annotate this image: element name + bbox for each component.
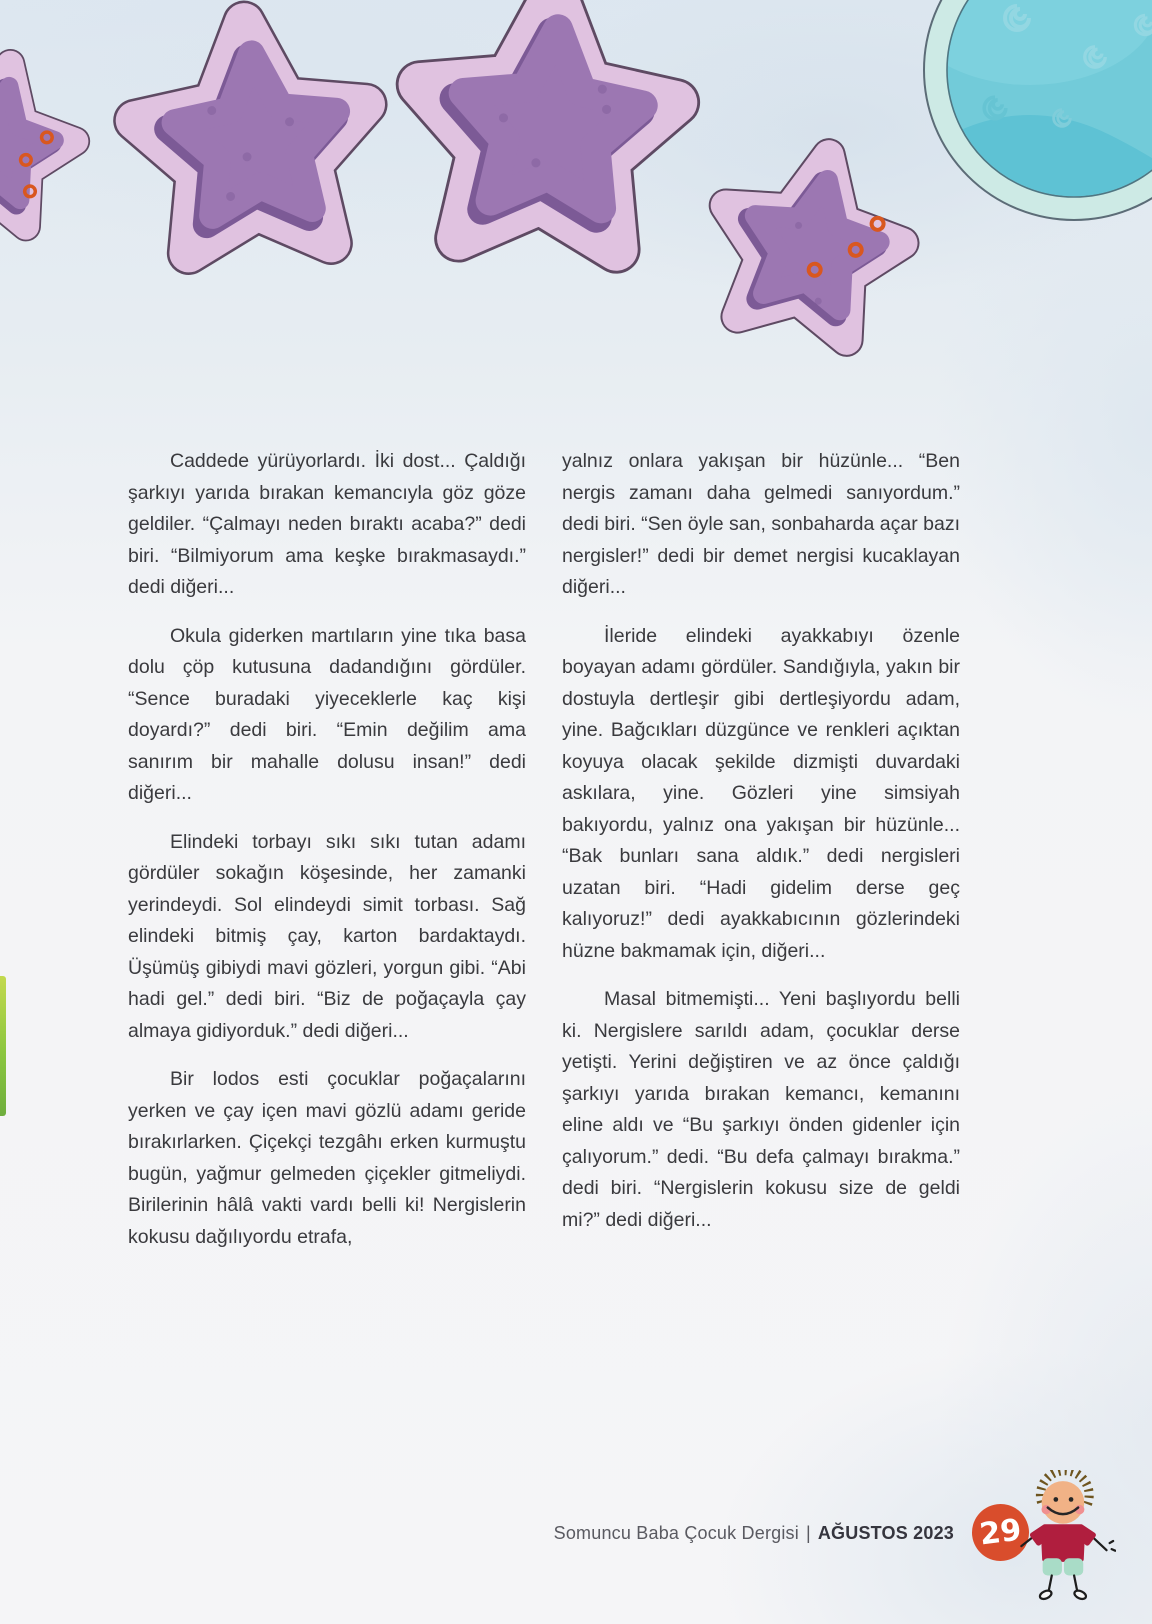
- story-paragraph: Elindeki torbayı sıkı sıkı tutan adamı gördüler sokağın köşesinde, her zamanki yerindeydi. Sol elindeydi simit torbası. Sağ elindeki bitmiş çay, karton bardaktaydı. Üşümüş gibiydi mavi gözleri, yorgun gibi. “Abi hadi gel.” dedi biri. “Biz de poğaçayla çay almaya gidiyorduk.” dedi diğeri...: [128, 830, 526, 1042]
- starfish-icon: [0, 47, 88, 232]
- sea-bubble-icon: [900, 0, 1152, 228]
- story-paragraph: Masal bitmemişti... Yeni başlıyordu belli ki. Nergislere sarıldı adam, çocuklar derse yetişti. Yerini değiştiren ve az önce çaldığı şarkıyı yarıda bırakan kemancı, kemanını eline aldı ve “Bu şarkıyı önden gidenler için çalıyorum.” dedi. “Bu defa çalmayı bırakma.” dedi biri. “Nergislerin kokusu size de geldi mi?” dedi diğeri...: [562, 988, 960, 1231]
- story-paragraph: Okula giderken martıların yine tıka basa dolu çöp kutusuna dadandığını gördüler. “Sence buradaki yiyeceklerle kaç kişi doyardı?” dedi biri. “Emin değilim ama sanırım bir mahalle dolusu insan!” dedi diğeri...: [128, 624, 526, 804]
- shirt: [1033, 1527, 1094, 1559]
- left-edge-strip: [0, 976, 6, 1116]
- footer-separator: |: [805, 1523, 811, 1543]
- face-icon: [1042, 1481, 1085, 1524]
- story-paragraph: Bir lodos esti çocuklar poğaçalarını yerken ve çay içen mavi gözlü adamı geride bırakırlarken. Çiçekçi tezgâhı erken kurmuştu bugün, yağmur gelmeden çiçekler gitmeliydi. Birilerinin hâlâ vakti vardı belli ki! Nergislerin kokusu dağılıyordu etrafa,: [128, 1068, 526, 1248]
- starfish-icon: [409, 0, 683, 253]
- legs: [1039, 1576, 1088, 1601]
- story-paragraph: yalnız onlara yakışan bir hüzünle... “Ben nergis zamanı daha gelmedi sanıyordum.” dedi biri. “Sen öyle san, sonbaharda açar bazı nergisler!” dedi bir demet nergisi kucaklayan diğeri...: [562, 450, 960, 598]
- story-column-left: [128, 446, 526, 1270]
- story-paragraph: Caddede yürüyorlardı. İki dost... Çaldığı şarkıyı yarıda bırakan kemancıyla göz göze geldiler. “Çalmayı neden bıraktı acaba?” dedi biri. “Bilmiyorum ama keşke bırakmasaydı.” dedi diğeri...: [128, 450, 526, 598]
- story-column-right: [562, 446, 960, 1270]
- boy-illustration: [1018, 1470, 1116, 1608]
- story-text: [128, 446, 960, 1270]
- page-number: 29: [977, 1512, 1024, 1553]
- magazine-name: Somuncu Baba Çocuk Dergisi: [553, 1523, 799, 1543]
- starfish-icon: [704, 136, 918, 347]
- top-decoration: [0, 0, 1152, 400]
- issue-date: AĞUSTOS 2023: [817, 1523, 954, 1543]
- story-paragraph: İleride elindeki ayakkabıyı özenle boyayan adamı gördüler. Sandığıyla, yakın bir dostuyla dertleşir gibi dertleşiyordu adam, yine. Bağcıkları düzgünce ve renkleri açıktan koyuya olacak şekilde dizmişti duvardaki askılara, yine. Gözleri yine simsiyah bakıyordu, yalnız ona yakışan bir hüzünle... “Bak bunları sana aldık.” dedi nergisleri uzatan biri. “Hadi gidelim derse geç kalıyoruz!” dedi ayakkabıcının gözlerindeki hüzne bakmamak için, diğeri...: [562, 624, 960, 962]
- footer-credit: [0, 1523, 954, 1544]
- starfish-icon: [129, 14, 376, 256]
